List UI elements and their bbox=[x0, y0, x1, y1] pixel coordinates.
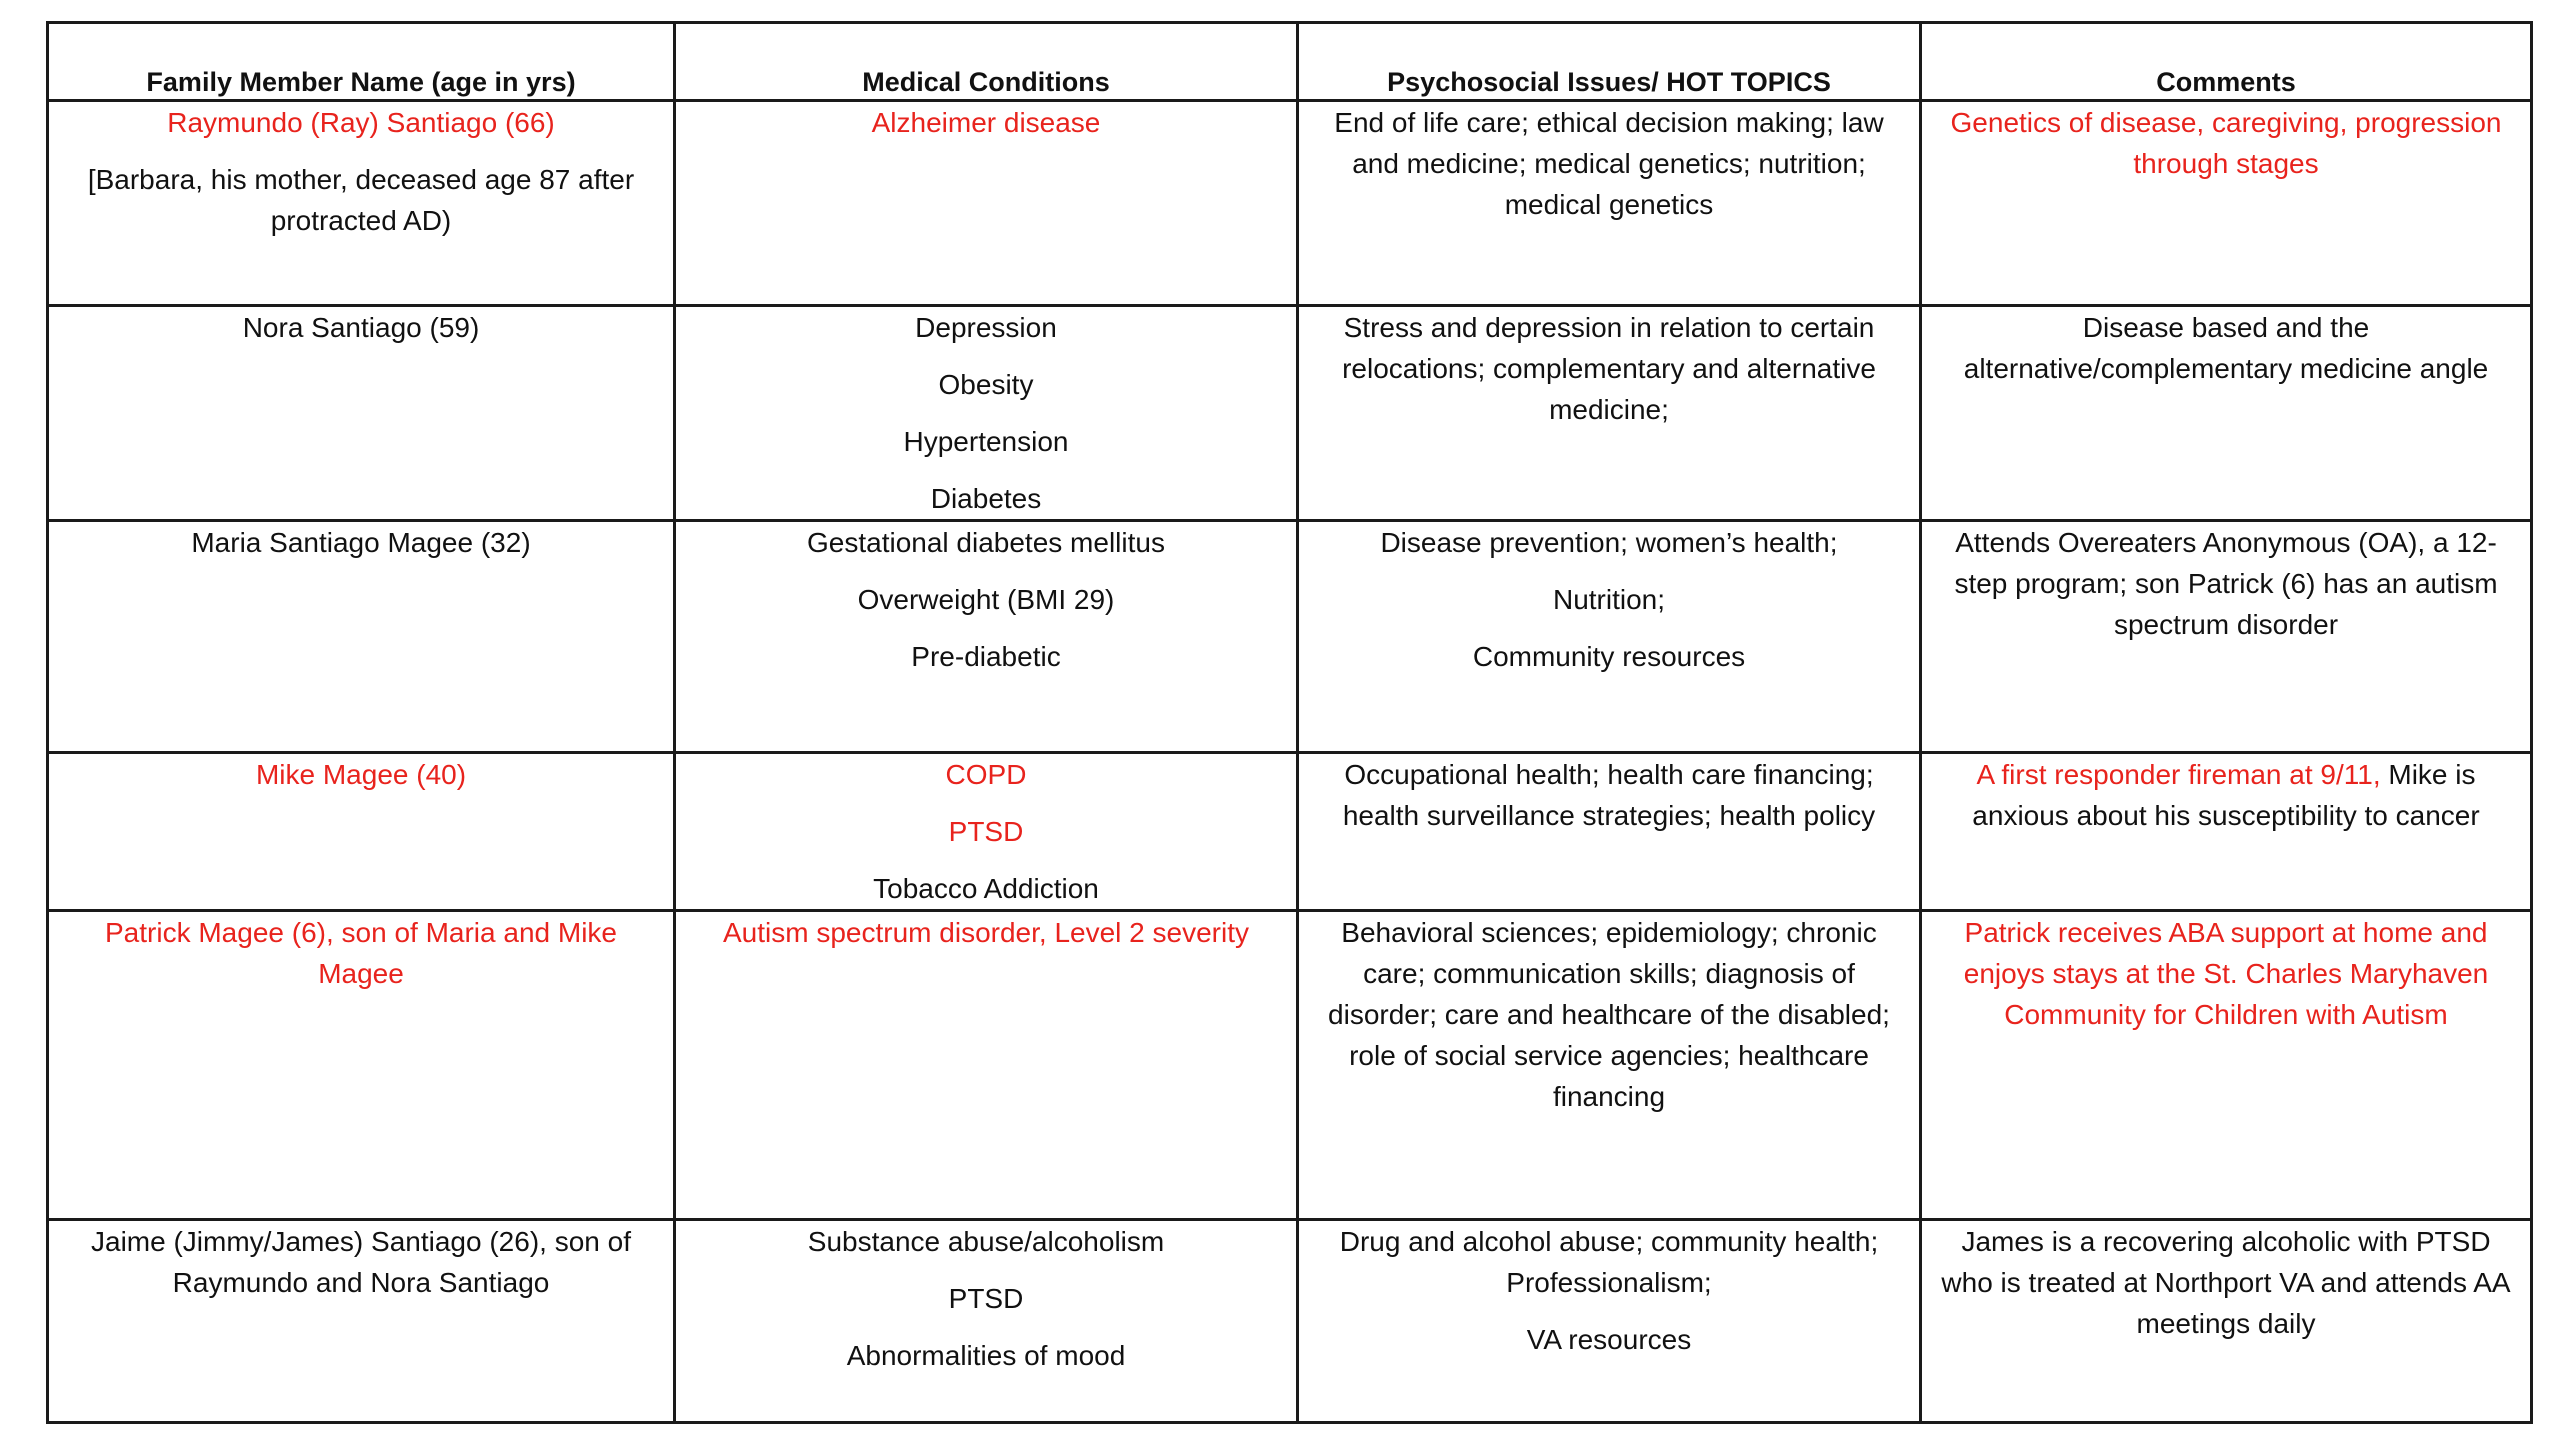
cell-conditions bbox=[675, 101, 1298, 306]
condition-item: Abnormalities of mood bbox=[846, 1340, 1126, 1371]
member-name: Mike Magee (40) bbox=[255, 759, 467, 790]
table-row bbox=[48, 911, 2532, 1220]
psychosocial-text: Stress and depression in relation to certain relocations; complementary and alternative medicine; bbox=[1342, 312, 1876, 425]
comment-rest: Mike is anxious about his susceptibility to cancer bbox=[1972, 759, 2480, 831]
cell-comments bbox=[1921, 521, 2532, 753]
cell-name bbox=[48, 911, 675, 1220]
psychosocial-text: Drug and alcohol abuse; community health; Professionalism; bbox=[1339, 1226, 1879, 1298]
condition-item: PTSD bbox=[948, 816, 1024, 847]
cell-comments bbox=[1921, 101, 2532, 306]
psychosocial-text: End of life care; ethical decision making; law and medicine; medical genetics; nutrition; medical genetics bbox=[1334, 107, 1884, 220]
psychosocial-text: VA resources bbox=[1526, 1324, 1692, 1355]
psychosocial-text: Disease prevention; women’s health; bbox=[1380, 527, 1838, 558]
comment-highlight: A first responder fireman at 9/11, bbox=[1976, 759, 2381, 790]
header-comments: Comments bbox=[1921, 23, 2532, 101]
cell-comments bbox=[1921, 1220, 2532, 1423]
cell-psychosocial bbox=[1298, 306, 1921, 521]
cell-psychosocial bbox=[1298, 101, 1921, 306]
condition-item: Autism spectrum disorder, Level 2 severity bbox=[723, 917, 1249, 948]
member-name: Nora Santiago (59) bbox=[242, 312, 480, 343]
table-row bbox=[48, 521, 2532, 753]
condition-item: Gestational diabetes mellitus bbox=[807, 527, 1165, 558]
cell-name bbox=[48, 753, 675, 911]
cell-psychosocial bbox=[1298, 911, 1921, 1220]
condition-item: Pre-diabetic bbox=[911, 641, 1061, 672]
comment-text bbox=[1936, 754, 2516, 836]
condition-item: PTSD bbox=[948, 1283, 1024, 1314]
cell-conditions bbox=[675, 521, 1298, 753]
cell-conditions bbox=[675, 753, 1298, 911]
cell-name bbox=[48, 101, 675, 306]
cell-comments bbox=[1921, 306, 2532, 521]
member-name: Maria Santiago Magee (32) bbox=[191, 527, 531, 558]
table-header-row bbox=[48, 23, 2532, 101]
header-medical-conditions: Medical Conditions bbox=[675, 23, 1298, 101]
header-psychosocial: Psychosocial Issues/ HOT TOPICS bbox=[1298, 23, 1921, 101]
psychosocial-text: Behavioral sciences; epidemiology; chronic care; communication skills; diagnosis of disorder; care and healthcare of the disabled; role of social service agencies; healthcare financing bbox=[1328, 917, 1890, 1112]
comment-text: Attends Overeaters Anonymous (OA), a 12-step program; son Patrick (6) has an autism spectrum disorder bbox=[1954, 527, 2498, 640]
psychosocial-text: Nutrition; bbox=[1552, 584, 1666, 615]
cell-name bbox=[48, 521, 675, 753]
cell-comments bbox=[1921, 911, 2532, 1220]
cell-conditions bbox=[675, 911, 1298, 1220]
comment-text: Patrick receives ABA support at home and enjoys stays at the St. Charles Maryhaven Community for Children with Autism bbox=[1963, 917, 2489, 1030]
table-row bbox=[48, 306, 2532, 521]
condition-item: Hypertension bbox=[903, 426, 1069, 457]
cell-conditions bbox=[675, 1220, 1298, 1423]
condition-item: Tobacco Addiction bbox=[873, 873, 1099, 904]
cell-comments bbox=[1921, 753, 2532, 911]
condition-item: Overweight (BMI 29) bbox=[857, 584, 1115, 615]
cell-name bbox=[48, 1220, 675, 1423]
member-name: Jaime (Jimmy/James) Santiago (26), son of Raymundo and Nora Santiago bbox=[91, 1226, 631, 1298]
cell-name bbox=[48, 306, 675, 521]
condition-item: COPD bbox=[945, 759, 1027, 790]
condition-item: Depression bbox=[915, 312, 1057, 343]
table-row bbox=[48, 753, 2532, 911]
table-row bbox=[48, 101, 2532, 306]
cell-psychosocial bbox=[1298, 521, 1921, 753]
condition-item: Alzheimer disease bbox=[871, 107, 1101, 138]
header-name: Family Member Name (age in yrs) bbox=[48, 23, 675, 101]
family-health-table bbox=[46, 21, 2533, 1424]
condition-item: Substance abuse/alcoholism bbox=[807, 1226, 1165, 1257]
condition-item: Obesity bbox=[938, 369, 1034, 400]
psychosocial-text: Community resources bbox=[1472, 641, 1746, 672]
condition-item: Diabetes bbox=[930, 483, 1042, 514]
member-note: [Barbara, his mother, deceased age 87 after protracted AD) bbox=[87, 164, 635, 236]
psychosocial-text: Occupational health; health care financing; health surveillance strategies; health policy bbox=[1342, 759, 1876, 831]
cell-conditions bbox=[675, 306, 1298, 521]
comment-text: Genetics of disease, caregiving, progression through stages bbox=[1950, 107, 2502, 179]
member-name: Patrick Magee (6), son of Maria and Mike Magee bbox=[105, 917, 617, 989]
table-row bbox=[48, 1220, 2532, 1423]
comment-text: James is a recovering alcoholic with PTSD who is treated at Northport VA and attends AA meetings daily bbox=[1941, 1226, 2511, 1339]
family-table-container bbox=[46, 21, 2530, 1415]
comment-text: Disease based and the alternative/complementary medicine angle bbox=[1963, 312, 2489, 384]
cell-psychosocial bbox=[1298, 753, 1921, 911]
member-name: Raymundo (Ray) Santiago (66) bbox=[167, 107, 555, 138]
cell-psychosocial bbox=[1298, 1220, 1921, 1423]
